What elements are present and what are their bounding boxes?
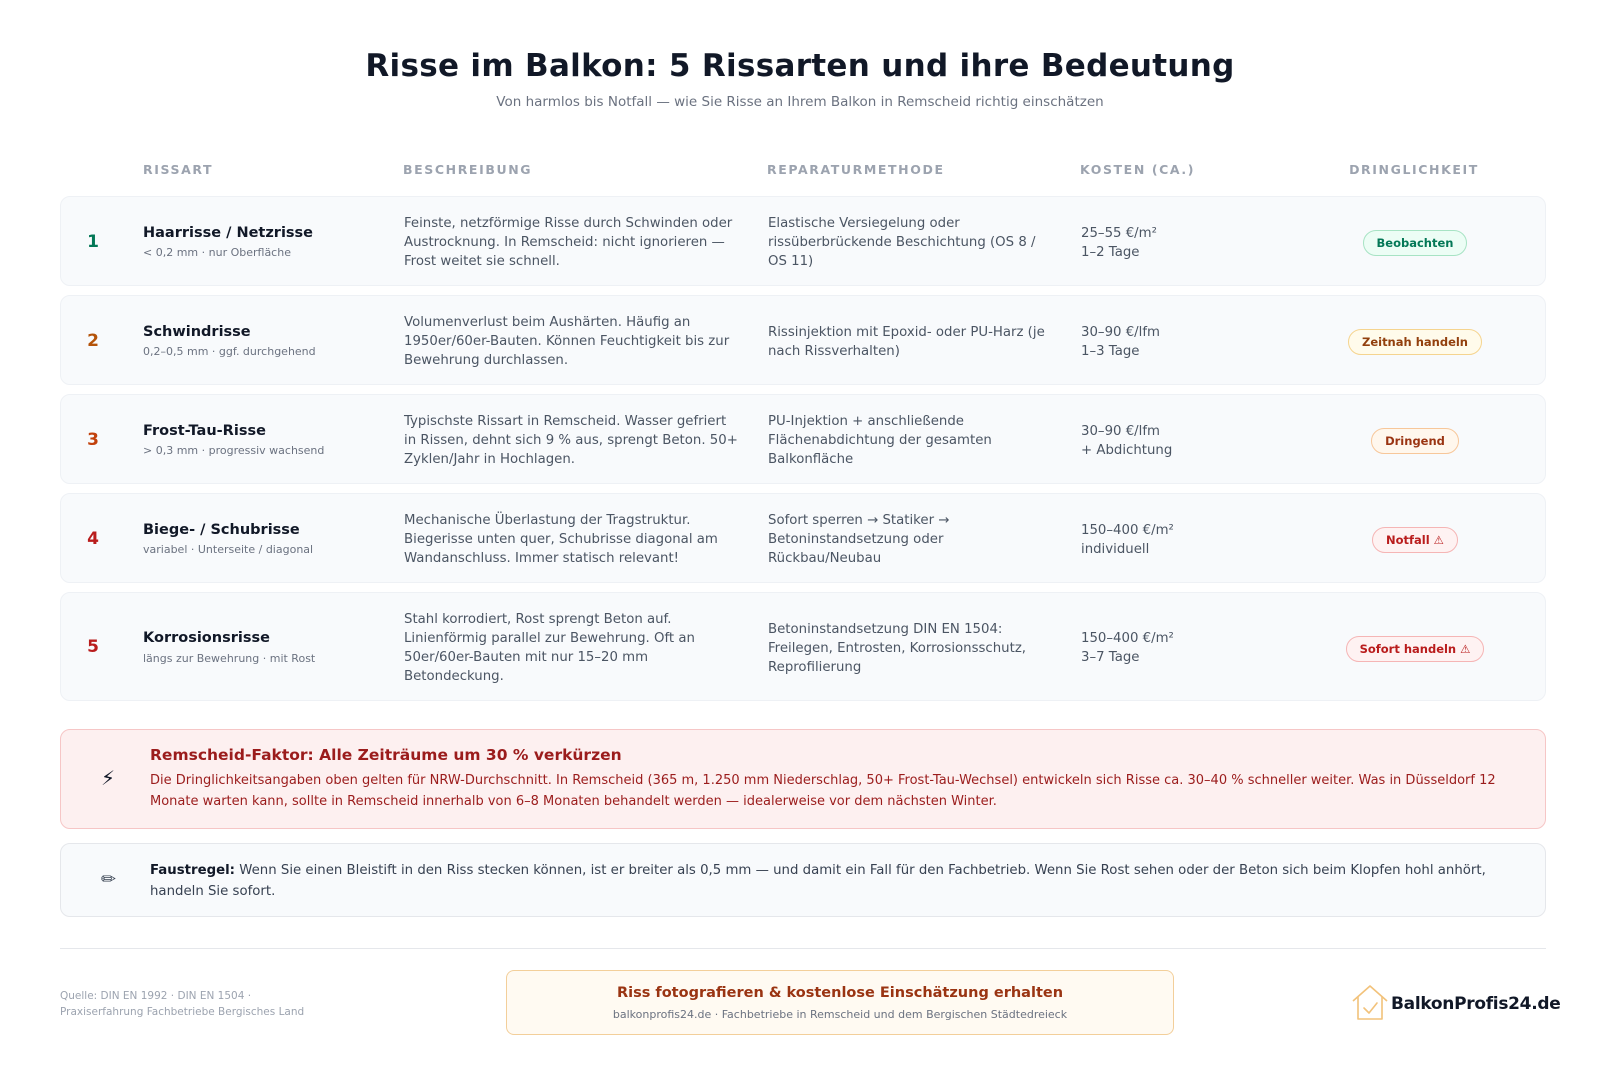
remscheid-factor-alert	[60, 729, 1546, 829]
column-header-kosten: KOSTEN (CA.)	[1080, 162, 1196, 177]
cta-box[interactable]	[506, 970, 1174, 1035]
brand-logo[interactable]	[1350, 982, 1561, 1022]
row-number: 3	[87, 430, 99, 450]
urgency-badge: Beobachten	[1363, 230, 1468, 256]
urgency-badge: Notfall ⚠	[1372, 527, 1458, 553]
crack-description: Feinste, netzförmige Risse durch Schwinden oder Austrocknung. In Remscheid: nicht ignorieren — Frost weitet sie schnell.	[404, 216, 733, 269]
cost-estimate	[1081, 323, 1281, 361]
crack-type-name: Frost-Tau-Risse	[143, 423, 266, 439]
cost-duration: individuell	[1081, 542, 1150, 557]
urgency-badge: Sofort handeln ⚠	[1346, 636, 1485, 662]
row-number: 2	[87, 331, 99, 351]
crack-type-meta: 0,2–0,5 mm · ggf. durchgehend	[143, 345, 316, 358]
repair-method: PU-Injektion + anschließende Flächenabdichtung der gesamten Balkonfläche	[768, 414, 992, 467]
table-row	[60, 592, 1546, 701]
cost-estimate	[1081, 521, 1281, 559]
column-header-reparaturmethode: REPARATURMETHODE	[767, 162, 945, 177]
column-header-dringlichkeit: DRINGLICHKEIT	[1349, 162, 1479, 177]
rule-of-thumb-text	[150, 860, 1520, 902]
cost-value: 150–400 €/m²	[1081, 523, 1174, 538]
row-number: 5	[87, 637, 99, 657]
cta-heading[interactable]: Riss fotografieren & kostenlose Einschätzung erhalten	[616, 985, 1064, 1001]
source-note	[60, 988, 360, 1020]
table-row	[60, 295, 1546, 385]
crack-description: Volumenverlust beim Aushärten. Häufig an 1950er/60er-Bauten. Können Feuchtigkeit bis zur Bewehrung durchlassen.	[404, 315, 730, 368]
crack-type-name: Haarrisse / Netzrisse	[143, 225, 314, 241]
crack-type-name: Korrosionsrisse	[143, 630, 270, 646]
crack-type-meta: längs zur Bewehrung · mit Rost	[143, 652, 316, 665]
crack-description: Stahl korrodiert, Rost sprengt Beton auf. Linienförmig parallel zur Bewehrung. Oft an 50er/60er-Bauten mit nur 15–20 mm Betondeckung.	[404, 612, 695, 684]
page-title: Risse im Balkon: 5 Rissarten und ihre Bedeutung	[365, 48, 1235, 84]
cta-subtext: balkonprofis24.de · Fachbetriebe in Remscheid und dem Bergischen Städtedreieck	[612, 1008, 1068, 1021]
cost-duration: 3–7 Tage	[1081, 650, 1140, 665]
cost-estimate	[1081, 629, 1281, 667]
cost-duration: 1–3 Tage	[1081, 344, 1140, 359]
urgency-badge: Dringend	[1371, 428, 1459, 454]
crack-description: Mechanische Überlastung der Tragstruktur. Biegerisse unten quer, Schubrisse diagonal am Wandanschluss. Immer statisch relevant!	[404, 513, 718, 566]
table-row	[60, 394, 1546, 484]
cost-value: 30–90 €/lfm	[1081, 325, 1160, 340]
table-row	[60, 196, 1546, 286]
repair-method: Sofort sperren → Statiker → Betoninstandsetzung oder Rückbau/Neubau	[768, 513, 950, 566]
column-header-beschreibung: BESCHREIBUNG	[403, 162, 533, 177]
repair-method: Elastische Versiegelung oder rissüberbrückende Beschichtung (OS 8 / OS 11)	[768, 216, 1036, 269]
repair-method: Betoninstandsetzung DIN EN 1504: Freilegen, Entrosten, Korrosionsschutz, Reprofilierung	[768, 622, 1027, 675]
alert-heading: Remscheid-Faktor: Alle Zeiträume um 30 % verkürzen	[150, 746, 622, 764]
source-line-1: Quelle: DIN EN 1992 · DIN EN 1504 ·	[60, 990, 252, 1002]
cost-estimate	[1081, 224, 1281, 262]
crack-type-meta: variabel · Unterseite / diagonal	[143, 543, 314, 556]
crack-type-meta: > 0,3 mm · progressiv wachsend	[143, 444, 325, 457]
column-header-rissart: RISSART	[143, 162, 214, 177]
urgency-badge: Zeitnah handeln	[1348, 329, 1482, 355]
rule-of-thumb-box	[60, 843, 1546, 917]
crack-type-name: Biege- / Schubrisse	[143, 522, 300, 538]
cost-duration: 1–2 Tage	[1081, 245, 1140, 260]
cost-duration: + Abdichtung	[1081, 443, 1173, 458]
cost-value: 30–90 €/lfm	[1081, 424, 1160, 439]
page-subtitle: Von harmlos bis Notfall — wie Sie Risse an Ihrem Balkon in Remscheid richtig einschätzen	[496, 94, 1104, 110]
lightning-icon: ⚡	[101, 766, 116, 790]
cost-value: 25–55 €/m²	[1081, 226, 1157, 241]
rule-of-thumb-label: Faustregel:	[150, 863, 236, 878]
cost-value: 150–400 €/m²	[1081, 631, 1174, 646]
repair-method: Rissinjektion mit Epoxid- oder PU-Harz (je nach Rissverhalten)	[768, 325, 1045, 359]
rule-of-thumb-body: Wenn Sie einen Bleistift in den Riss stecken können, ist er breiter als 0,5 mm — und damit ein Fall für den Fachbetrieb. Wenn Sie Rost sehen oder der Beton sich beim Klopfen hohl anhört, handeln Sie sofort.	[150, 863, 1486, 899]
footer-divider	[60, 948, 1546, 949]
row-number: 4	[87, 529, 99, 549]
source-line-2: Praxiserfahrung Fachbetriebe Bergisches Land	[60, 1006, 305, 1018]
logo-text: BalkonProfis24.de	[1391, 994, 1561, 1014]
crack-type-meta: < 0,2 mm · nur Oberfläche	[143, 246, 291, 259]
crack-description: Typischste Rissart in Remscheid. Wasser gefriert in Rissen, dehnt sich 9 % aus, sprengt Beton. 50+ Zyklen/Jahr in Hochlagen.	[404, 414, 738, 467]
table-header	[60, 162, 1546, 182]
alert-text: Die Dringlichkeitsangaben oben gelten für NRW-Durchschnitt. In Remscheid (365 m, 1.250 mm Niederschlag, 50+ Frost-Tau-Wechsel) entwickeln sich Risse ca. 30–40 % schneller weiter. Was in Düsseldorf 12 Monate warten kann, sollte in Remscheid innerhalb von 6–8 Monaten behandelt werden — idealerweise vor dem nächsten Winter.	[150, 773, 1496, 809]
pencil-icon: ✏	[101, 869, 117, 890]
table-row	[60, 493, 1546, 583]
row-number: 1	[87, 232, 99, 252]
cost-estimate	[1081, 422, 1281, 460]
house-icon	[1350, 982, 1390, 1022]
crack-type-name: Schwindrisse	[143, 324, 251, 340]
